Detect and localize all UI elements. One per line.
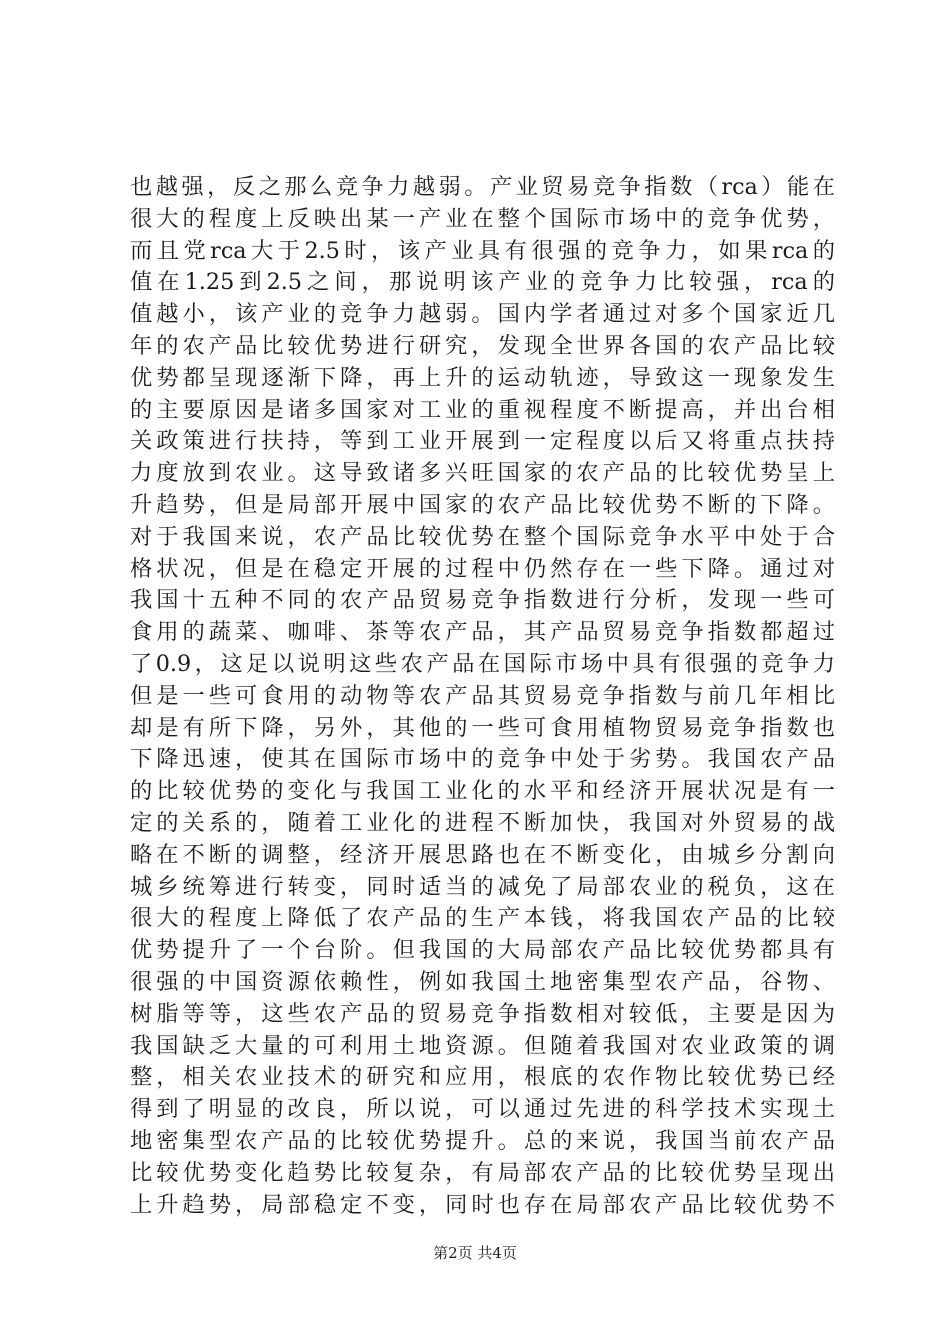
text-line: 年的农产品比较优势进行研究，发现全世界各国的农产品比较 [130,332,835,359]
text-line: 下降迅速，使其在国际市场中的竞争中处于劣势。我国农产品 [130,746,835,773]
text-line: 的比较优势的变化与我国工业化的水平和经济开展状况是有一 [130,778,835,805]
text-line: 我国十五种不同的农产品贸易竞争指数进行分析，发现一些可 [130,587,835,614]
text-line: 的主要原因是诸多国家对工业的重视程度不断提高，并出台相 [130,396,835,423]
text-line: 很强的中国资源依赖性，例如我国土地密集型农产品，谷物、 [130,968,835,995]
text-line: 值越小，该产业的竞争力越弱。国内学者通过对多个国家近几 [130,301,835,328]
text-line: 树脂等等，这些农产品的贸易竞争指数相对较低，主要是因为 [130,1000,835,1027]
text-line: 却是有所下降，另外，其他的一些可食用植物贸易竞争指数也 [130,714,835,741]
body-text [130,172,835,1221]
text-line: 值在1.25到2.5之间，那说明该产业的竞争力比较强，rca的 [130,269,835,296]
text-line: 地密集型农产品的比较优势提升。总的来说，我国当前农产品 [130,1127,835,1154]
text-line: 了0.9，这足以说明这些农产品在国际市场中具有很强的竞争力 [130,650,835,677]
text-line: 升趋势，但是局部开展中国家的农产品比较优势不断的下降。 [130,491,835,518]
text-line: 城乡统筹进行转变，同时适当的减免了局部农业的税负，这在 [130,873,835,900]
text-line: 格状况，但是在稳定开展的过程中仍然存在一些下降。通过对 [130,555,835,582]
text-line: 关政策进行扶持，等到工业开展到一定程度以后又将重点扶持 [130,428,835,455]
text-line: 比较优势变化趋势比较复杂，有局部农产品的比较优势呈现出 [130,1159,835,1186]
text-line: 优势都呈现逐渐下降，再上升的运动轨迹，导致这一现象发生 [130,364,835,391]
text-line: 对于我国来说，农产品比较优势在整个国际竞争水平中处于合 [130,523,835,550]
text-line: 很大的程度上降低了农产品的生产本钱，将我国农产品的比较 [130,905,835,932]
text-line: 定的关系的，随着工业化的进程不断加快，我国对外贸易的战 [130,809,835,836]
text-line: 我国缺乏大量的可利用土地资源。但随着我国对农业政策的调 [130,1032,835,1059]
text-line: 力度放到农业。这导致诸多兴旺国家的农产品的比较优势呈上 [130,460,835,487]
text-line: 也越强，反之那么竞争力越弱。产业贸易竞争指数（rca）能在 [130,174,835,200]
text-line: 优势提升了一个台阶。但我国的大局部农产品比较优势都具有 [130,937,835,964]
text-line: 略在不断的调整，经济开展思路也在不断变化，由城乡分割向 [130,841,835,868]
text-line: 食用的蔬菜、咖啡、茶等农产品，其产品贸易竞争指数都超过 [130,619,835,646]
text-line: 整，相关农业技术的研究和应用，根底的农作物比较优势已经 [130,1064,835,1091]
text-line: 而且党rca大于2.5时，该产业具有很强的竞争力，如果rca的 [130,237,835,264]
text-line: 很大的程度上反映出某一产业在整个国际市场中的竞争优势， [130,205,835,232]
text-line: 上升趋势，局部稳定不变，同时也存在局部农产品比较优势不 [130,1191,835,1218]
text-line: 但是一些可食用的动物等农产品其贸易竞争指数与前几年相比 [130,682,835,709]
text-line: 得到了明显的改良，所以说，可以通过先进的科学技术实现土 [130,1096,835,1123]
page-number-footer: 第2页 共4页 [433,1244,517,1262]
